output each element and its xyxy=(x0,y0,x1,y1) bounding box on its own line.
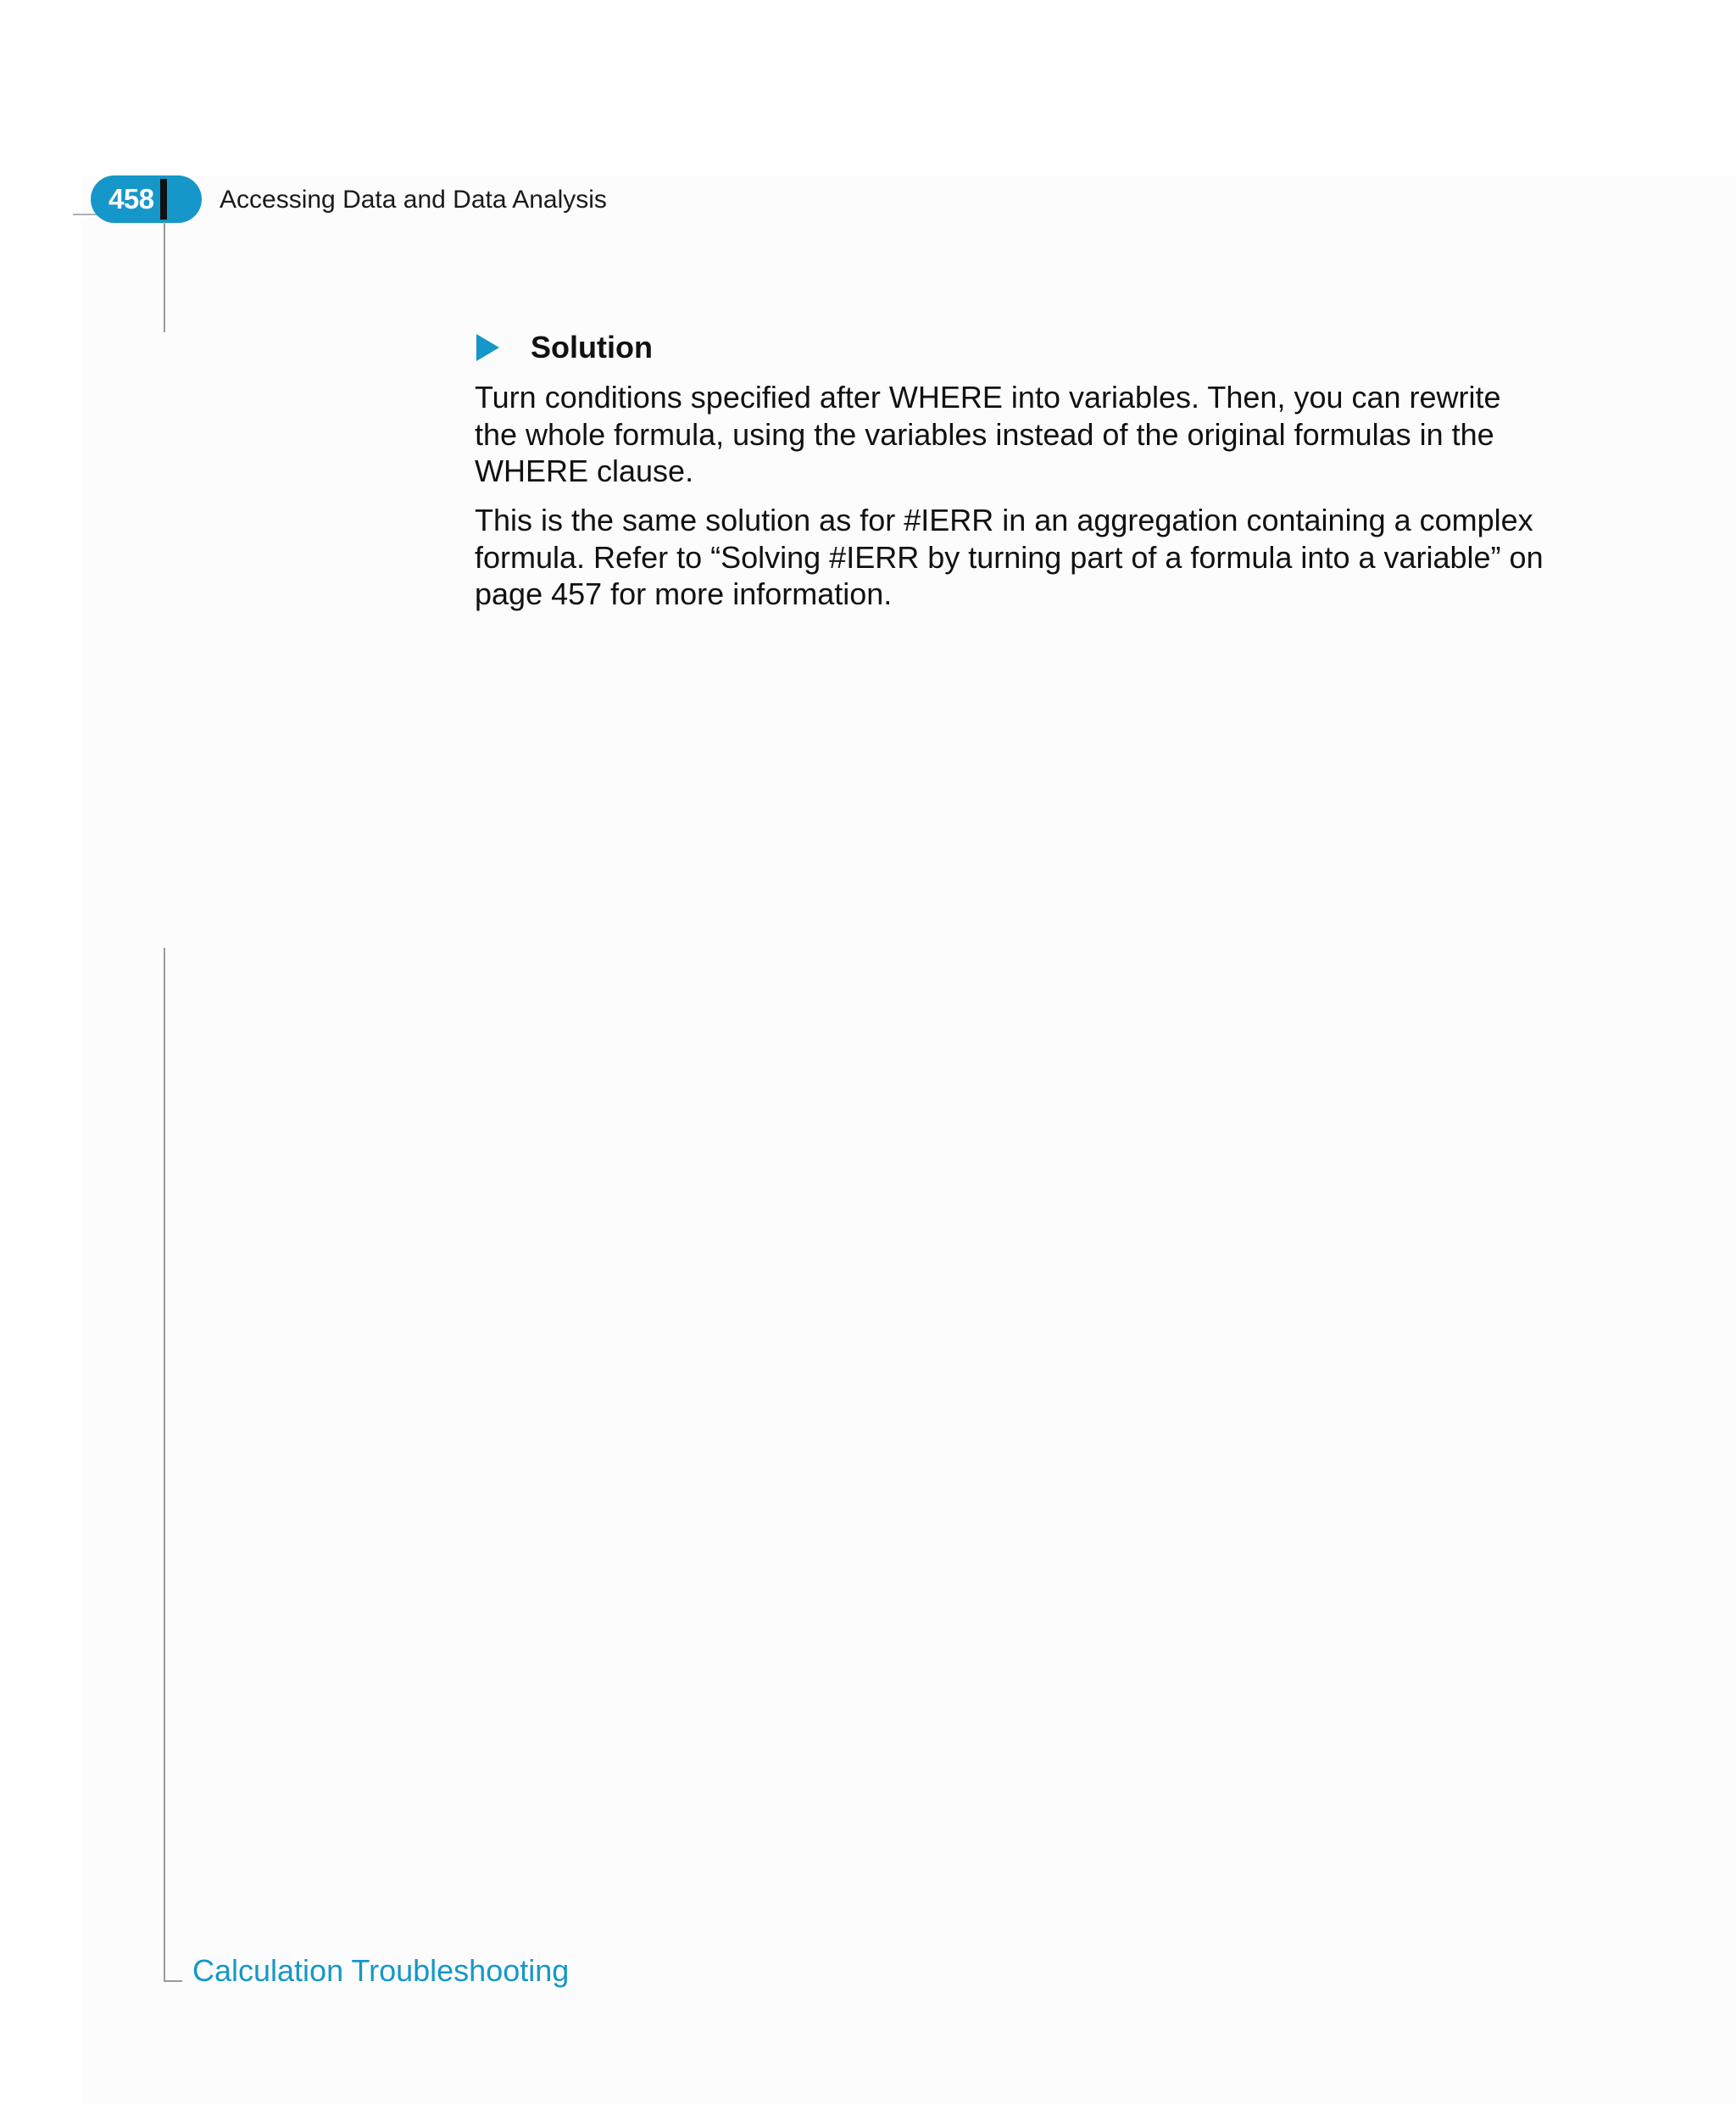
body-paragraph-2: This is the same solution as for #IERR in an aggregation containing a complex formula. Refer to “Solving #IERR by turning part of a formula into a variable” on page 457 for more information. xyxy=(475,503,1544,611)
running-head: Accessing Data and Data Analysis xyxy=(220,186,607,214)
margin-rule-bottom xyxy=(164,948,165,1982)
triangle-bullet-icon xyxy=(476,334,499,361)
section-heading xyxy=(476,329,653,366)
page-number: 458 xyxy=(108,183,154,214)
margin-rule-top xyxy=(164,222,165,332)
footer-rule xyxy=(164,1980,182,1982)
page-marker-bar xyxy=(160,179,167,220)
section-title: Solution xyxy=(531,330,653,365)
body-paragraph-1: Turn conditions specified after WHERE into variables. Then, you can rewrite the whole formula, using the variables instead of the original formulas in the WHERE clause. xyxy=(475,380,1501,488)
footer-chapter-title: Calculation Troubleshooting xyxy=(192,1953,570,1988)
